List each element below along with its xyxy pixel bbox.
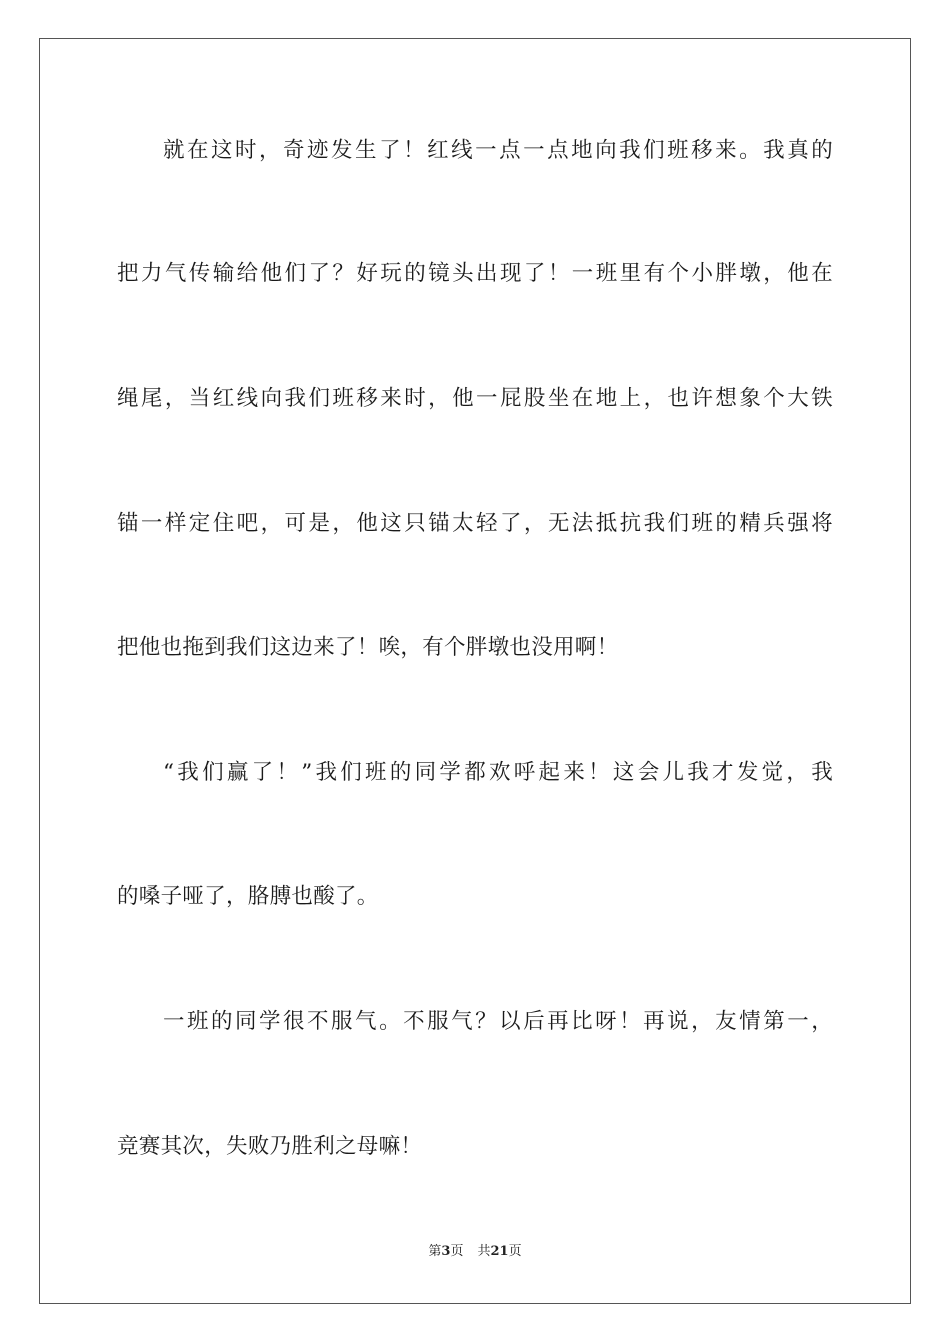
paragraph-line: 竞赛其次，失败乃胜利之母嘛！ [117, 1134, 423, 1159]
paragraph-line: “我们赢了！”我们班的同学都欢呼起来！这会儿我才发觉，我 [163, 760, 833, 785]
paragraph-line: 把他也拖到我们这边来了！唉，有个胖墩也没用啊！ [117, 635, 619, 660]
paragraph-line: 就在这时，奇迹发生了！红线一点一点地向我们班移来。我真的 [163, 138, 833, 163]
total-prefix: 共 [477, 1244, 491, 1259]
page-suffix: 页 [450, 1244, 464, 1259]
paragraph-line: 的嗓子哑了，胳膊也酸了。 [117, 884, 379, 909]
page-footer [0, 1243, 950, 1261]
total-pages: 21 [490, 1244, 509, 1259]
paragraph-line: 把力气传输给他们了？好玩的镜头出现了！一班里有个小胖墩，他在 [117, 261, 833, 286]
page-number: 3 [441, 1244, 451, 1259]
paragraph-line: 一班的同学很不服气。不服气？以后再比呀！再说，友情第一， [163, 1009, 833, 1034]
total-suffix: 页 [508, 1244, 522, 1259]
page-border [39, 38, 911, 1304]
page-prefix: 第 [428, 1244, 442, 1259]
paragraph-line: 绳尾，当红线向我们班移来时，他一屁股坐在地上，也许想象个大铁 [117, 386, 833, 411]
paragraph-line: 锚一样定住吧，可是，他这只锚太轻了，无法抵抗我们班的精兵强将 [117, 511, 833, 536]
